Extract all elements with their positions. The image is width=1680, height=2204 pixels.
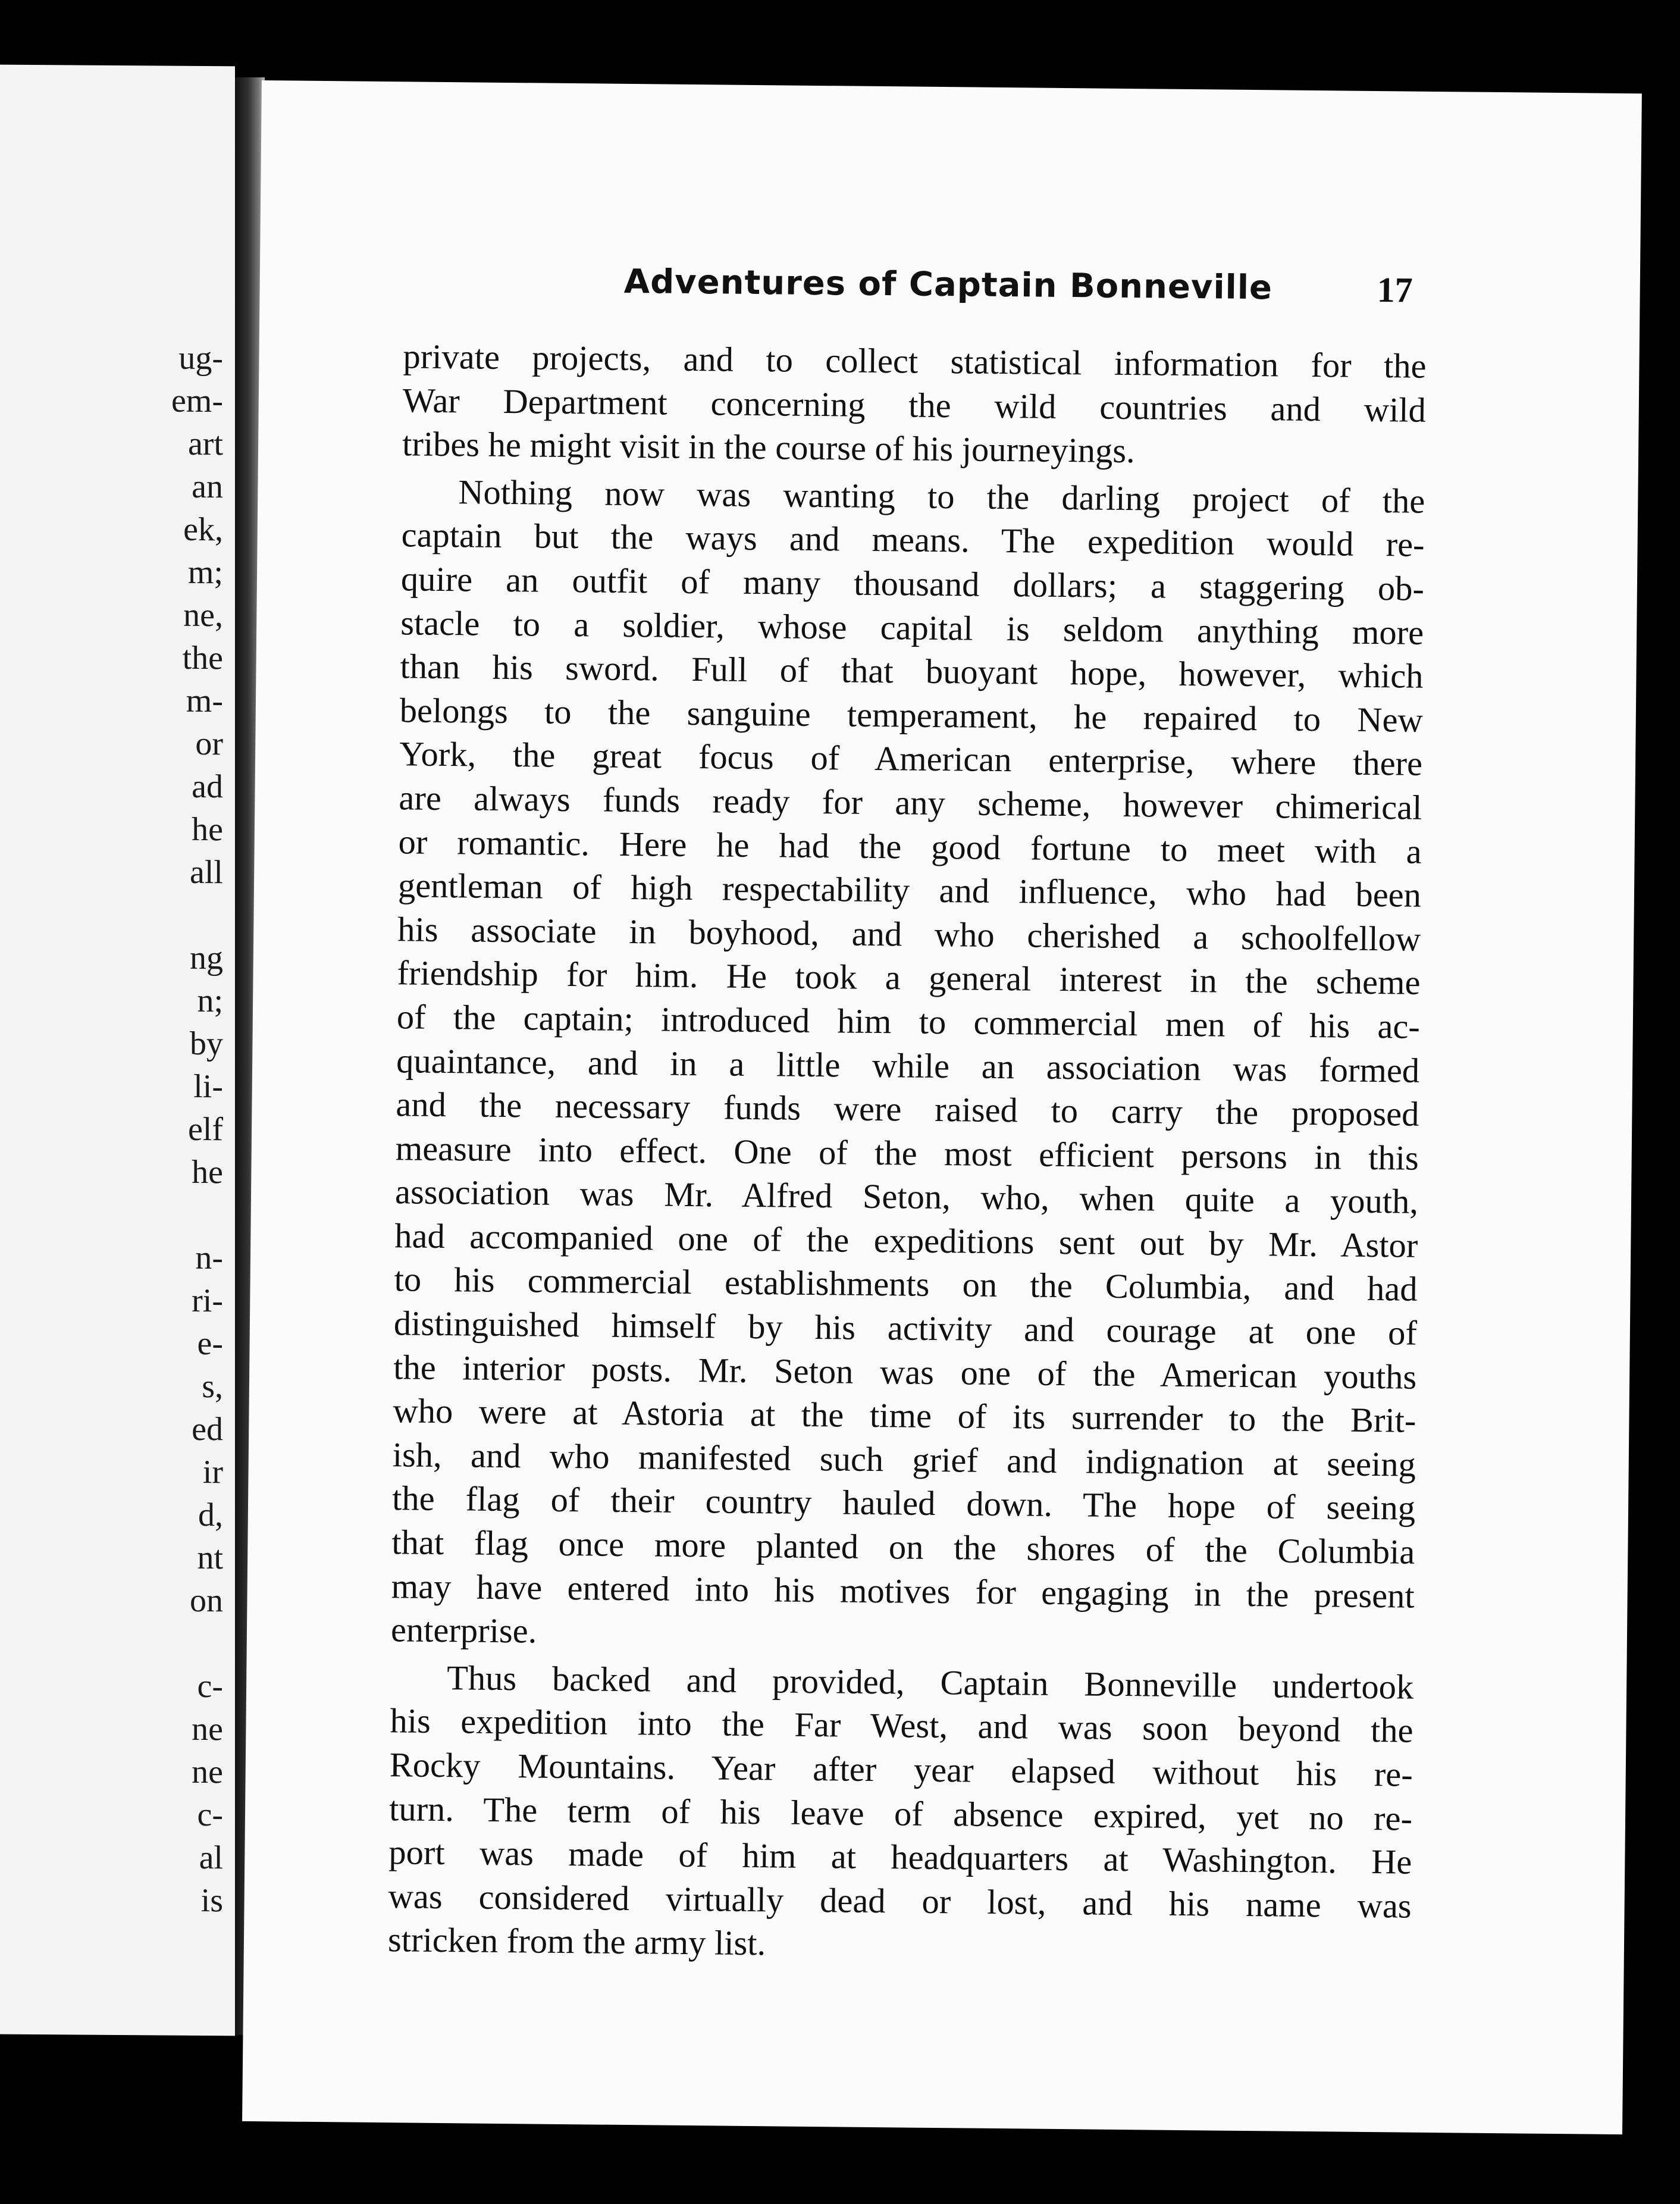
- text-line: tribes he might visit in the course of his journeyings.: [402, 424, 1135, 471]
- book-page: [242, 80, 1642, 2134]
- fragment-gap: [171, 1622, 223, 1665]
- text-line: ish, and who manifested such grief and indignation at seeing: [392, 1435, 1416, 1484]
- previous-page-fragment: em-: [171, 382, 223, 420]
- text-line: enterprise.: [390, 1610, 537, 1651]
- previous-page-fragment: ng: [190, 939, 223, 977]
- previous-page-fragment: by: [190, 1025, 223, 1063]
- previous-page-fragment: al: [199, 1839, 223, 1877]
- previous-page-fragment: nt: [197, 1539, 223, 1577]
- text-line: who were at Astoria at the time of its surrender to the Brit-: [393, 1391, 1416, 1440]
- text-line: association was Mr. Alfred Seton, who, when quite a youth,: [394, 1172, 1419, 1222]
- text-line: distinguished himself by his activity and courage at one of: [393, 1304, 1418, 1353]
- text-line: measure into effect. One of the most efficient persons in this: [395, 1128, 1419, 1178]
- fragment-gap: [171, 1194, 223, 1237]
- text-line: War Department concerning the wild countries and wild: [402, 380, 1427, 430]
- text-line: private projects, and to collect statistical information for the: [403, 337, 1427, 386]
- previous-page: [0, 65, 235, 2036]
- text-line: his associate in boyhood, and who cherished a schoolfellow: [397, 909, 1421, 959]
- text-line: captain but the ways and means. The expedition would re-: [401, 515, 1425, 565]
- text-line: of the captain; introduced him to commercial men of his ac-: [396, 997, 1421, 1046]
- previous-page-fragment: all: [190, 853, 223, 891]
- text-line: or romantic. Here he had the good fortune to meet with a: [398, 822, 1422, 871]
- page-body-text: [388, 334, 1427, 1971]
- previous-page-fragment: ne: [192, 1710, 223, 1748]
- previous-page-text-fragments: [171, 337, 223, 1923]
- paragraph: [391, 469, 1425, 1661]
- previous-page-fragment: m-: [186, 682, 223, 720]
- text-line: stricken from the army list.: [387, 1920, 766, 1963]
- previous-page-fragment: art: [187, 425, 223, 463]
- paragraph: [388, 1655, 1414, 1972]
- text-line: to his commercial establishments on the Columbia, and had: [394, 1260, 1418, 1309]
- text-line: may have entered into his motives for engaging in the present: [391, 1566, 1415, 1616]
- previous-page-fragment: or: [195, 725, 223, 763]
- previous-page-fragment: c-: [197, 1796, 223, 1834]
- text-line: port was made of him at headquarters at Washington. He: [388, 1833, 1412, 1881]
- text-line: that flag once more planted on the shores of the Columbia: [391, 1523, 1415, 1571]
- previous-page-fragment: ne: [192, 1753, 223, 1791]
- previous-page-fragment: n;: [197, 982, 223, 1020]
- text-line: quaintance, and in a little while an association was formed: [396, 1041, 1420, 1090]
- paragraph: [402, 334, 1427, 475]
- previous-page-fragment: li-: [193, 1067, 223, 1106]
- previous-page-fragment: is: [200, 1881, 223, 1920]
- previous-page-fragment: e-: [197, 1325, 223, 1363]
- text-line: York, the great focus of American enterprise, where there: [399, 734, 1423, 784]
- previous-page-fragment: he: [192, 1153, 223, 1191]
- text-line: quire an outfit of many thousand dollars; a staggering ob-: [400, 559, 1425, 608]
- text-line: are always funds ready for any scheme, however chimerical: [399, 778, 1422, 827]
- text-line: gentleman of high respectability and influence, who had been: [397, 866, 1422, 915]
- previous-page-fragment: d,: [198, 1496, 223, 1534]
- previous-page-fragment: s,: [202, 1367, 223, 1405]
- text-line: had accompanied one of the expeditions sent out by Mr. Astor: [394, 1216, 1418, 1265]
- text-line: his expedition into the Far West, and was soon beyond the: [390, 1701, 1413, 1751]
- previous-page-fragment: n-: [195, 1239, 223, 1277]
- previous-page-fragment: an: [192, 468, 223, 506]
- page-number: 17: [1377, 270, 1413, 310]
- previous-page-fragment: he: [192, 810, 223, 849]
- previous-page-fragment: the: [182, 639, 223, 677]
- previous-page-fragment: ek,: [183, 511, 223, 549]
- previous-page-fragment: ug-: [178, 339, 223, 377]
- text-line: friendship for him. He took a general interest in the scheme: [397, 953, 1421, 1003]
- previous-page-fragment: ne,: [183, 596, 223, 634]
- text-line: Thus backed and provided, Captain Bonneville undertook: [446, 1658, 1414, 1707]
- previous-page-fragment: ri-: [192, 1282, 223, 1320]
- text-line: the interior posts. Mr. Seton was one of the American youths: [393, 1347, 1417, 1397]
- text-line: stacle to a soldier, whose capital is seldom anything more: [400, 603, 1424, 652]
- previous-page-fragment: c-: [197, 1667, 223, 1705]
- text-line: Rocky Mountains. Year after year elapsed without his re-: [389, 1745, 1413, 1794]
- text-line: the flag of their country hauled down. The hope of seeing: [391, 1479, 1416, 1528]
- previous-page-fragment: ir: [202, 1454, 223, 1491]
- text-line: and the necessary funds were raised to carry the proposed: [396, 1085, 1419, 1134]
- text-line: was considered virtually dead or lost, and his name was: [388, 1876, 1412, 1926]
- previous-page-fragment: ed: [192, 1410, 223, 1448]
- text-line: Nothing now was wanting to the darling project of the: [458, 472, 1425, 521]
- previous-page-fragment: m;: [187, 553, 223, 591]
- text-line: belongs to the sanguine temperament, he repaired to New: [399, 691, 1424, 740]
- previous-page-fragment: elf: [187, 1110, 223, 1148]
- previous-page-fragment: ad: [192, 768, 223, 806]
- fragment-gap: [171, 894, 223, 937]
- text-line: than his sword. Full of that buoyant hope, however, which: [400, 647, 1424, 696]
- running-header-title: Adventures of Captain Bonneville: [623, 262, 1273, 308]
- text-line: turn. The term of his leave of absence expired, yet no re-: [388, 1789, 1413, 1838]
- previous-page-fragment: on: [190, 1582, 223, 1620]
